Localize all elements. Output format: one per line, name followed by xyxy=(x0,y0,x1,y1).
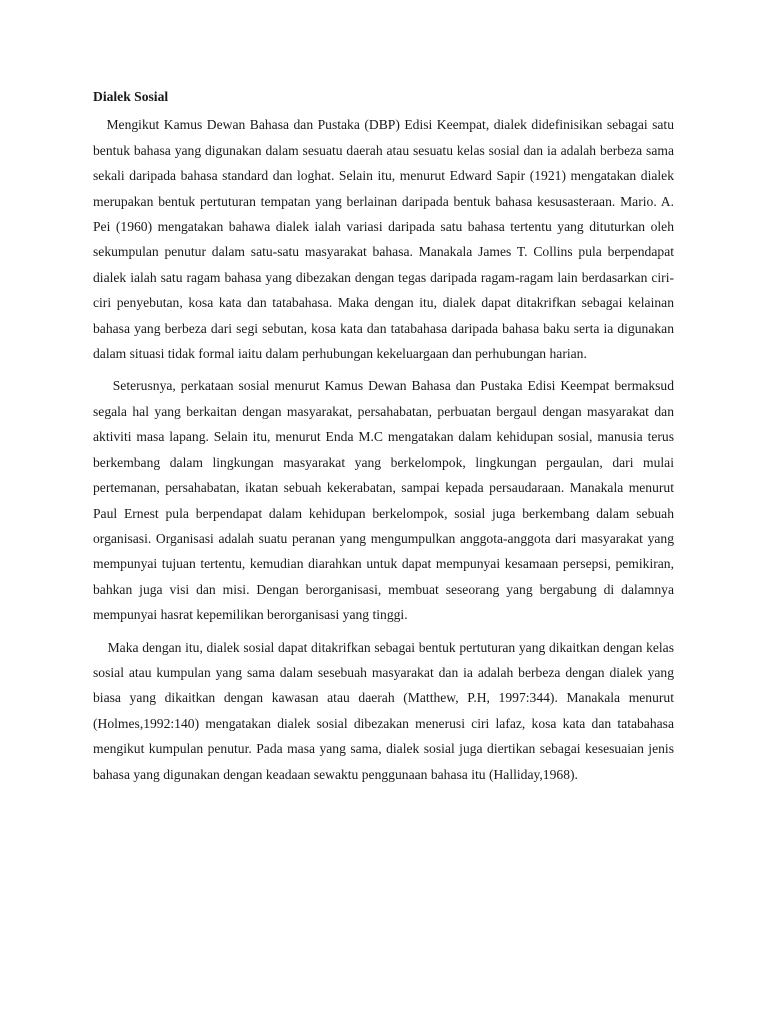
paragraph-2 xyxy=(93,373,674,627)
paragraph-1-text: Mengikut Kamus Dewan Bahasa dan Pustaka (DBP) Edisi Keempat, dialek didefinisikan sebagai satu bentuk bahasa yang digunakan dalam sesuatu daerah atau sesuatu kelas sosial dan ia adalah berbeza sama sekali daripada bahasa standard dan loghat. Selain itu, menurut Edward Sapir (1921) mengatakan dialek merupakan bentuk pertuturan tempatan yang berlainan daripada bentuk bahasa kesusasteraan. Mario. A. Pei (1960) mengatakan bahawa dialek ialah variasi daripada satu bahasa tertentu yang dituturkan oleh sekumpulan penutur dalam satu-satu masyarakat bahasa. Manakala James T. Collins pula berpendapat dialek ialah satu ragam bahasa yang dibezakan dengan tegas daripada ragam-ragam lain berdasarkan ciri-ciri penyebutan, kosa kata dan tatabahasa. Maka dengan itu, dialek dapat ditakrifkan sebagai kelainan bahasa yang berbeza dari segi sebutan, kosa kata dan tatabahasa daripada bahasa baku serta ia digunakan dalam situasi tidak formal iaitu dalam perhubungan kekeluargaan dan perhubungan harian. xyxy=(93,117,675,362)
paragraph-3-text: Maka dengan itu, dialek sosial dapat ditakrifkan sebagai bentuk pertuturan yang dikaitkan dengan kelas sosial atau kumpulan yang sama dalam sesebuah masyarakat dan ia adalah berbeza dengan dialek yang biasa yang dikaitkan dengan kawasan atau daerah (Matthew, P.H, 1997:344). Manakala menurut (Holmes,1992:140) mengatakan dialek sosial dibezakan menerusi ciri lafaz, kosa kata dan tatabahasa mengikut kumpulan penutur. Pada masa yang sama, dialek sosial juga diertikan sebagai kesesuaian jenis bahasa yang digunakan dengan keadaan sewaktu penggunaan bahasa itu (Halliday,1968). xyxy=(93,639,675,782)
paragraph-1 xyxy=(93,112,674,366)
paragraph-3 xyxy=(93,635,674,787)
section-title: Dialek Sosial xyxy=(93,89,169,104)
paragraph-2-text: Seterusnya, perkataan sosial menurut Kamus Dewan Bahasa dan Pustaka Edisi Keempat bermaksud segala hal yang berkaitan dengan masyarakat, persahabatan, perbuatan bergaul dengan masyarakat dan aktiviti masa lapang. Selain itu, menurut Enda M.C mengatakan dalam kehidupan sosial, manusia terus berkembang dalam lingkungan masyarakat yang berkelompok, lingkungan pergaulan, dari mulai pertemanan, persahabatan, ikatan sebuah kekerabatan, sampai kepada persaudaraan. Manakala menurut Paul Ernest pula berpendapat dalam kehidupan berkelompok, sosial juga berkembang dalam sebuah organisasi. Organisasi adalah suatu peranan yang mengumpulkan anggota-anggota dari masyarakat yang mempunyai tujuan tertentu, kemudian diarahkan untuk dapat mempunyai kesamaan persepsi, pemikiran, bahkan juga visi dan misi. Dengan berorganisasi, membuat seseorang yang bergabung di dalamnya mempunyai hasrat kepemilikan berorganisasi yang tinggi. xyxy=(93,378,675,623)
document-page xyxy=(93,84,674,794)
